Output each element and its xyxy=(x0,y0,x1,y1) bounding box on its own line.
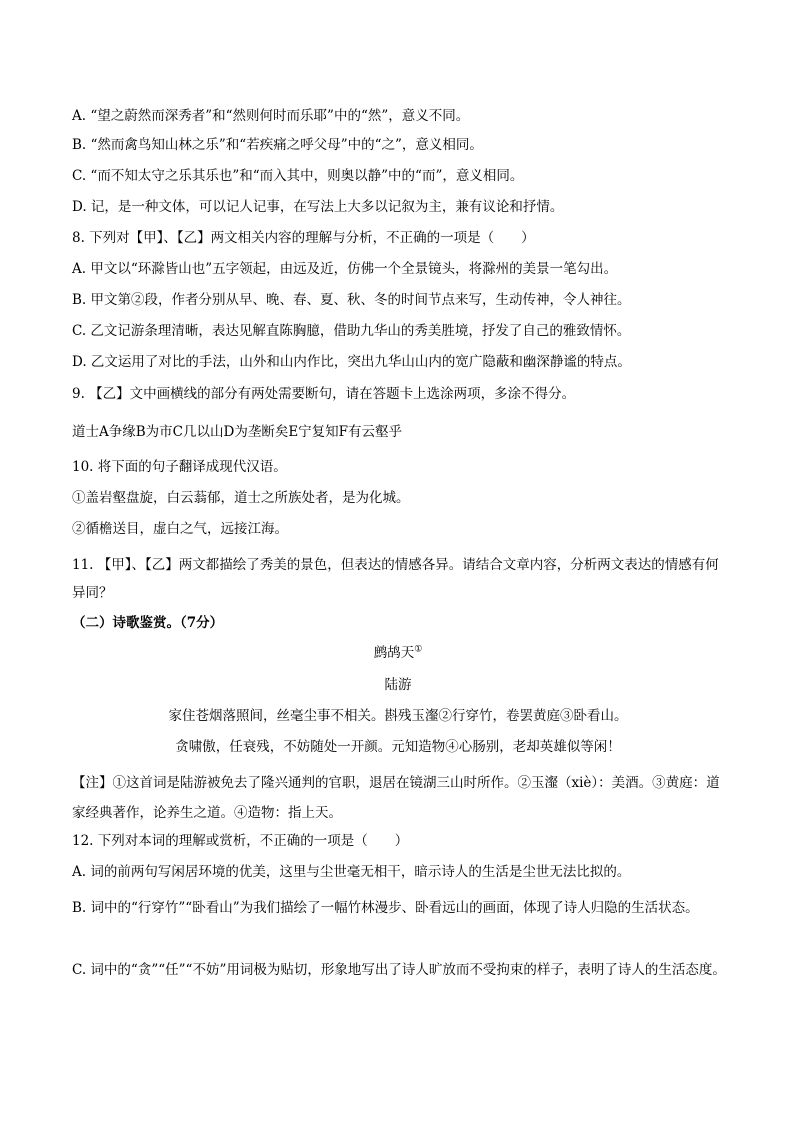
q12-option-c: C. 词中的“贪”“任”“不妨”用词极为贴切，形象地写出了诗人旷放而不受拘束的样子，表明了诗人的生活态度。 xyxy=(72,962,726,978)
q7-option-d: D. 记，是一种文体，可以记人记事，在写法上大多以记叙为主，兼有议论和抒情。 xyxy=(72,199,564,215)
section-heading-poetry: （二）诗歌鉴赏。（7分） xyxy=(72,615,224,631)
q10-sentence-2: ②循檐送目，虚白之气，远接江海。 xyxy=(72,521,288,537)
q12-option-b: B. 词中的“行穿竹”“卧看山”为我们描绘了一幅竹林漫步、卧看远山的画面，体现了诗人归隐的生活状态。 xyxy=(72,900,699,916)
poem-line-2: 贪啸傲，任衰残，不妨随处一开颜。元知造物④心肠别，老却英雄似等闲！ xyxy=(175,739,621,755)
q9-stem: 9. 【乙】文中画横线的部分有两处需要断句，请在答题卡上选涂两项，多涂不得分。 xyxy=(72,386,576,402)
q7-option-c: C. “而不知太守之乐其乐也”和“而入其中，则奥以静”中的“而”，意义相同。 xyxy=(72,168,524,184)
poem-line-1: 家住苍烟落照间，丝毫尘事不相关。斟残玉瀣②行穿竹，卷罢黄庭③卧看山。 xyxy=(168,708,628,724)
q10-sentence-1: ①盖岩壑盘旋，白云蓊郁，道士之所族处者，是为化城。 xyxy=(72,490,410,506)
q8-option-c: C. 乙文记游条理清晰，表达见解直陈胸臆，借助九华山的秀美胜境，抒发了自己的雅致情怀。 xyxy=(72,323,631,339)
poem-title xyxy=(72,644,724,662)
q10-stem: 10. 将下面的句子翻译成现代汉语。 xyxy=(72,459,287,475)
q8-option-b: B. 甲文第②段，作者分别从早、晚、春、夏、秋、冬的时间节点来写，生动传神，令人神往。 xyxy=(72,292,631,308)
q11-stem: 11. 【甲】、【乙】两文都描绘了秀美的景色，但表达的情感各异。请结合文章内容，分析两文表达的情感有何异同？ xyxy=(72,557,719,601)
q8-option-d: D. 乙文运用了对比的手法，山外和山内作比，突出九华山山内的宽广隐蔽和幽深静谧的特点。 xyxy=(72,354,631,370)
poem-annotation: 【注】①这首词是陆游被免去了隆兴通判的官职，退居在镜湖三山时所作。②玉瀣（xiè）：美酒。③黄庭：道家经典著作，论养生之道。④造物：指上天。 xyxy=(72,775,720,821)
poem-title-text: 鹧鸪天 xyxy=(373,645,415,661)
q7-option-b: B. “然而禽鸟知山林之乐”和“若疾痛之呼父母”中的“之”，意义相同。 xyxy=(72,137,483,153)
poem-author: 陆游 xyxy=(384,677,412,693)
q8-option-a: A. 甲文以“环滁皆山也”五字领起，由远及近，仿佛一个全景镜头，将滁州的美景一笔勾出。 xyxy=(72,261,618,277)
q12-option-a: A. 词的前两句写闲居环境的优美，这里与尘世毫无相干，暗示诗人的生活是尘世无法比拟的。 xyxy=(72,864,631,880)
q8-stem: 8. 下列对【甲】、【乙】两文相关内容的理解与分析，不正确的一项是（ ） xyxy=(72,230,535,246)
q7-option-a: A. “望之蔚然而深秀者”和“然则何时而乐耶”中的“然”，意义不同。 xyxy=(72,108,470,124)
q12-stem: 12. 下列对本词的理解或赏析，不正确的一项是（ ） xyxy=(72,833,409,849)
poem-title-note: ① xyxy=(414,644,423,655)
q9-sentence: 道士A争缘B为市C几以山D为垄断矣E宁复知F有云壑乎 xyxy=(72,424,403,440)
